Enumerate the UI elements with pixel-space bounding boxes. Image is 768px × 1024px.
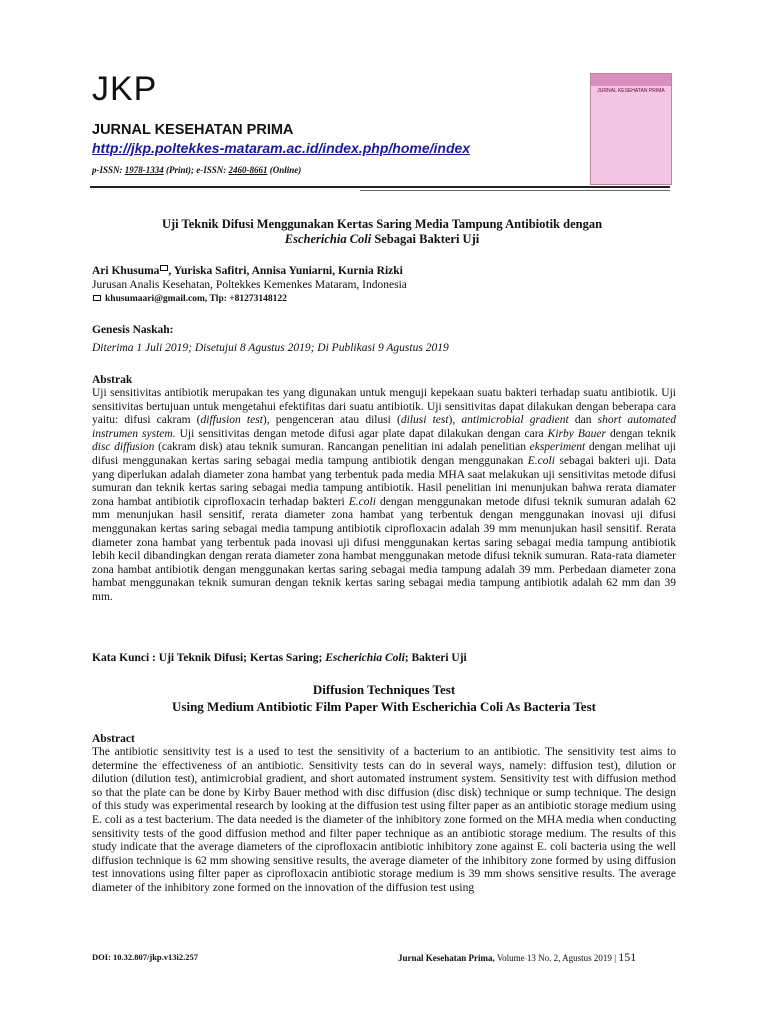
p-issn-label: (Print); e-ISSN: — [166, 165, 227, 175]
cover-strip — [591, 74, 671, 86]
cover-title: JURNAL KESEHATAN PRIMA — [597, 88, 665, 94]
journal-cover-thumbnail — [590, 73, 672, 185]
p-issn: 1978-1334 — [124, 165, 164, 175]
keywords — [92, 652, 467, 664]
author-list — [92, 265, 403, 277]
english-title-line2: Using Medium Antibiotic Film Paper With Escherichia Coli As Bacteria Test — [172, 699, 596, 714]
other-authors: , Yuriska Safitri, Annisa Yuniarni, Kurnia Rizki — [168, 265, 403, 277]
e-issn: 2460-8661 — [228, 165, 268, 175]
english-title-line1: Diffusion Techniques Test — [312, 682, 456, 697]
title-line1: Uji Teknik Difusi Menggunakan Kertas Saring Media Tampung Antibiotik dengan — [161, 217, 603, 231]
header-divider — [90, 186, 670, 188]
genesis-heading: Genesis Naskah: — [92, 324, 174, 336]
footer-volume: Volume 13 No. 2, Agustus 2019 — [494, 953, 612, 963]
article-title — [92, 217, 672, 247]
email-contact[interactable]: khusumaari@gmail.com, Tlp: +81273148122 — [105, 294, 287, 304]
title-species: Escherichia Coli — [284, 232, 372, 246]
keywords-label: Kata Kunci : Uji Teknik Difusi; Kertas Saring; — [92, 652, 326, 664]
abstrak-text: Uji sensitivitas antibiotik merupakan tes yang digunakan untuk menguji kepekaan suatu bakteri terhadap suatu antibiotik. Uji sensitivitas bertujuan untuk mengetahui efektifitas dari suatu antibiotik. Uji sensitivitas dapat dilakukan dengan beberapa cara yaitu: difusi cakram (diffusion test), pengenceran atau dilusi (dilusi test), antimicrobial gradient dan short automated instrumen system. Uji sensitivitas dengan metode difusi agar plate dapat dilakukan dengan cara Kirby Bauer dengan teknik disc diffusion (cakram disk) atau teknik sumuran. Rancangan penelitian ini adalah penelitian eksperiment dengan melihat uji difusi menggunakan kertas saring sebagai media tampung antibiotik dengan menggunakan E.coli sebagai bakteri uji. Data yang diperlukan adalah diameter zona hambat yang terbentuk pada media MHA saat melakukan uji sensitivitas metode difusi sumuran dan teknik kertas saring sebagai media tampung antibiotik. Hasil penelitian ini menunjukan bahwa rerata diamater zona hambat antibiotik ciprofloxacin terhadap bakteri E.coli dengan menggunakan metode difusi teknik sumuran adalah 62 mm menunjukan hasil sensitif, rerata diameter zona hambat yang terbentuk dengan menggunakan inovasi uji difusi menggunakan kertas saring sebagai media tampung antibiotik ciprofloxacin adalah 39 mm menunjukan hasil sensitif. Rerata diameter zona hambat yang terbentuk pada inovasi uji difusi menggunakan kertas saring sebagai media tampung antibiotik lebih kecil dibandingkan dengan rerata diameter zona hambat menggunakan metode difusi teknik sumuran. Rata-rata diameter zona hambat antibiotik dengan menggunakan kertas saring sebagai media tampung adalah 39 mm. Perbedaan diameter zona hambat menggunakan teknik sumuran dengan teknik kertas saring sebagai media tampung antibiotik adalah 62 mm dan 39 mm. — [92, 387, 677, 603]
doi-footer: DOI: 10.32.807/jkp.v13i2.257 — [92, 952, 199, 962]
issn-prefix: p-ISSN: — [92, 165, 123, 175]
journal-name: JURNAL KESEHATAN PRIMA — [92, 122, 294, 138]
first-author: Ari Khusuma — [92, 265, 160, 277]
journal-url-link[interactable]: http://jkp.poltekkes-mataram.ac.id/index.php/home/index — [92, 140, 471, 156]
footer-journal: Jurnal Kesehatan Prima, — [398, 953, 495, 963]
publication-dates: Diterima 1 Juli 2019; Disetujui 8 Agustus 2019; Di Publikasi 9 Agustus 2019 — [92, 342, 449, 354]
abstract-text: The antibiotic sensitivity test is a used to test the sensitivity of a bacterium to an antibiotic. The sensitivity test aims to determine the effectiveness of an antibiotic. Sensitivity tests can do in several ways, namely: diffusion test), dilution or dilution (dilution test), antimicrobial gradient, and short automated instrument system. Sensitivity test with diffusion method so that the plate can be done by Kirby Bauer method with disc diffusion (disc disk) technique or sump technique. The design of this study was experimental research by looking at the diffusion test using filter paper as an antibiotic storage medium using E. coli as a test bacterium. The data needed is the diameter of the inhibitory zone formed on the MHA media when conducting sensitivity tests of the good diffusion method and filter paper technique as an antibiotic storage medium. The results of this study indicate that the average diameters of the ciprofloxacin antibiotic inhibitory zone against E. coli bacteria using the well diffusion technique is 62 mm showing sensitive results, the average diameter of the inhibitory zone formed by using diffusion test innovations using filter paper as ciprofloxacin antibiotic storage medium is 39 mm shows sensitive results. The average diameter of the inhibitory zone formed on the innovation of the diffusion test using — [92, 746, 676, 894]
e-issn-label: (Online) — [269, 165, 302, 175]
abstrak-heading: Abstrak — [92, 374, 133, 386]
journal-logo: JKP — [92, 70, 158, 108]
title-line2-rest: Sebagai Bakteri Uji — [371, 232, 480, 246]
footer-separator: | — [614, 953, 616, 963]
abstract-heading: Abstract — [92, 733, 135, 745]
contact-line — [92, 294, 287, 304]
affiliation: Jurusan Analis Kesehatan, Poltekkes Kemenkes Mataram, Indonesia — [92, 279, 407, 291]
header-divider-thin — [360, 190, 670, 191]
envelope-icon — [160, 265, 168, 271]
keywords-rest: ; Bakteri Uji — [404, 652, 467, 664]
envelope-icon — [93, 295, 101, 301]
keywords-species: Escherichia Coli — [325, 652, 405, 664]
issn-line — [92, 165, 301, 175]
journal-footer — [398, 950, 636, 965]
page-number: 151 — [618, 950, 637, 964]
english-title — [92, 681, 676, 715]
